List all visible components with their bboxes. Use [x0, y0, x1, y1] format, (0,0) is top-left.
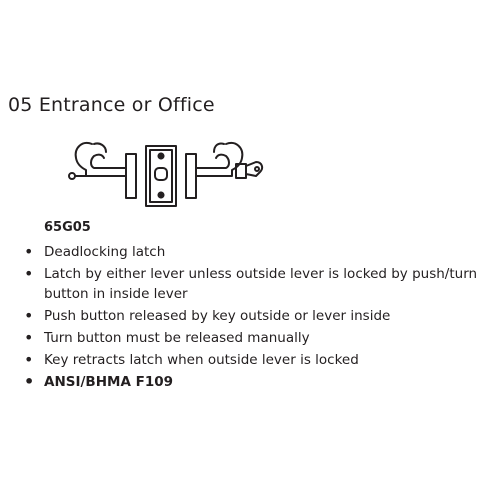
- list-item: [22, 328, 498, 348]
- page-title: 05 Entrance or Office: [8, 94, 215, 116]
- feature-text: Key retracts latch when outside lever is locked: [44, 352, 359, 368]
- feature-list: [22, 242, 498, 394]
- model-number: 65G05: [44, 220, 91, 235]
- list-item-standard: [22, 372, 498, 392]
- list-item: [22, 242, 498, 262]
- bullet-icon: •: [24, 242, 34, 261]
- bullet-icon: •: [24, 350, 34, 369]
- list-item: [22, 264, 498, 304]
- feature-text: ANSI/BHMA F109: [44, 374, 173, 390]
- list-item: [22, 306, 498, 326]
- bullet-icon: •: [24, 306, 34, 325]
- feature-text: Push button released by key outside or lever inside: [44, 308, 391, 324]
- bullet-icon: •: [24, 372, 35, 391]
- bullet-icon: •: [24, 264, 34, 283]
- bullet-icon: •: [24, 328, 34, 347]
- feature-text: Latch by either lever unless outside lever is locked by push/turn button in inside lever: [44, 266, 478, 302]
- list-item: [22, 350, 498, 370]
- feature-text: Turn button must be released manually: [44, 330, 310, 346]
- feature-text: Deadlocking latch: [44, 244, 166, 260]
- lever-lockset-diagram-icon: [64, 132, 284, 212]
